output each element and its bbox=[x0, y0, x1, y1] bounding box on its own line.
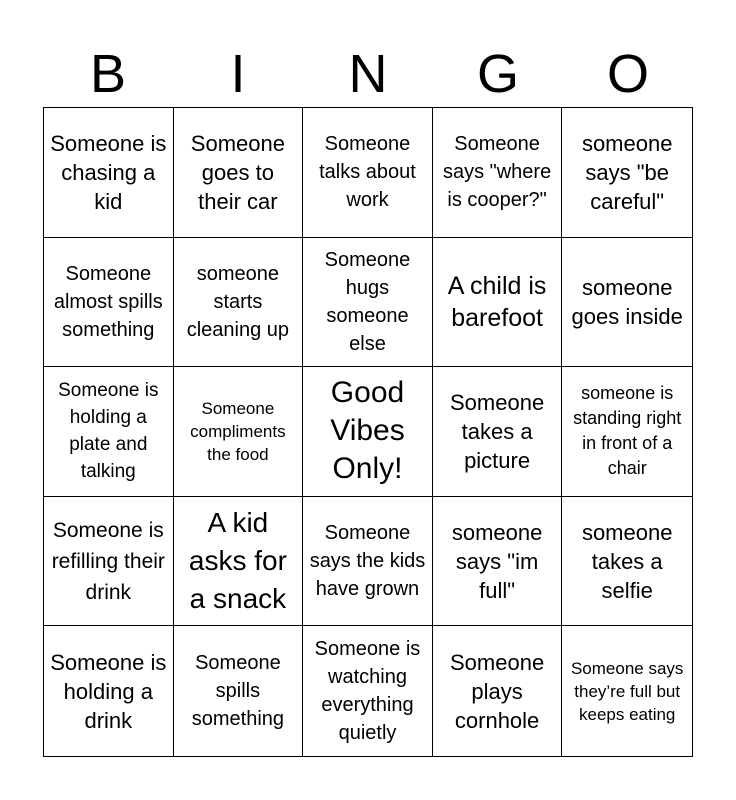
bingo-cell[interactable] bbox=[174, 497, 304, 627]
bingo-card-grid bbox=[43, 107, 693, 757]
bingo-header bbox=[43, 40, 693, 108]
cell-text: someone starts cleaning up bbox=[186, 262, 290, 341]
bingo-cell[interactable] bbox=[433, 626, 563, 756]
cell-text: Someone compliments the food bbox=[190, 398, 286, 464]
cell-text: Someone is holding a plate and talking bbox=[58, 380, 159, 483]
free-space-cell[interactable] bbox=[303, 367, 433, 497]
bingo-cell[interactable] bbox=[562, 367, 692, 497]
bingo-cell[interactable] bbox=[562, 108, 692, 238]
cell-text: Someone is watching everything quietly bbox=[314, 638, 421, 745]
cell-text: Someone almost spills something bbox=[53, 262, 163, 341]
cell-text: Someone is chasing a kid bbox=[50, 130, 167, 214]
bingo-cell[interactable] bbox=[303, 108, 433, 238]
bingo-cell[interactable] bbox=[44, 238, 174, 368]
cell-text: someone takes a selfie bbox=[581, 519, 673, 603]
bingo-cell[interactable] bbox=[174, 238, 304, 368]
cell-text: someone says "be careful" bbox=[581, 130, 673, 214]
bingo-cell[interactable] bbox=[44, 626, 174, 756]
header-letter-n: N bbox=[348, 44, 388, 104]
bingo-cell[interactable] bbox=[174, 626, 304, 756]
cell-text: Someone says they’re full but keeps eating bbox=[570, 658, 684, 724]
bingo-cell[interactable] bbox=[44, 108, 174, 238]
cell-text: Someone talks about work bbox=[319, 133, 416, 212]
bingo-cell[interactable] bbox=[174, 367, 304, 497]
bingo-cell[interactable] bbox=[433, 367, 563, 497]
cell-text: Someone says the kids have grown bbox=[309, 522, 426, 601]
cell-text: Someone goes to their car bbox=[190, 130, 285, 214]
cell-text: A kid asks for a snack bbox=[188, 507, 287, 615]
bingo-cell[interactable] bbox=[44, 497, 174, 627]
bingo-cell[interactable] bbox=[433, 238, 563, 368]
bingo-cell[interactable] bbox=[562, 497, 692, 627]
header-letter-b: B bbox=[89, 44, 127, 104]
cell-text: Someone takes a picture bbox=[450, 389, 545, 473]
cell-text: Someone says "where is cooper?" bbox=[442, 133, 552, 212]
bingo-cell[interactable] bbox=[433, 108, 563, 238]
bingo-cell[interactable] bbox=[174, 108, 304, 238]
header-letter-i: I bbox=[230, 44, 246, 104]
cell-text: Someone is holding a drink bbox=[50, 649, 167, 733]
bingo-cell[interactable] bbox=[303, 626, 433, 756]
cell-text: Someone spills something bbox=[191, 652, 285, 731]
cell-text: someone says "im full" bbox=[451, 519, 543, 603]
cell-text: Someone plays cornhole bbox=[450, 649, 545, 733]
bingo-cell[interactable] bbox=[303, 497, 433, 627]
cell-text: Good Vibes Only! bbox=[330, 376, 405, 486]
bingo-cell[interactable] bbox=[562, 238, 692, 368]
cell-text: A child is barefoot bbox=[447, 271, 547, 332]
bingo-cell[interactable] bbox=[433, 497, 563, 627]
cell-text: Someone is refilling their drink bbox=[51, 518, 165, 604]
cell-text: Someone hugs someone else bbox=[324, 248, 411, 355]
header-letter-g: G bbox=[476, 44, 519, 104]
cell-text: someone goes inside bbox=[571, 274, 683, 329]
bingo-cell[interactable] bbox=[562, 626, 692, 756]
header-letter-o: O bbox=[606, 44, 649, 104]
bingo-cell[interactable] bbox=[303, 238, 433, 368]
bingo-cell[interactable] bbox=[44, 367, 174, 497]
cell-text: someone is standing right in front of a chair bbox=[573, 383, 682, 479]
